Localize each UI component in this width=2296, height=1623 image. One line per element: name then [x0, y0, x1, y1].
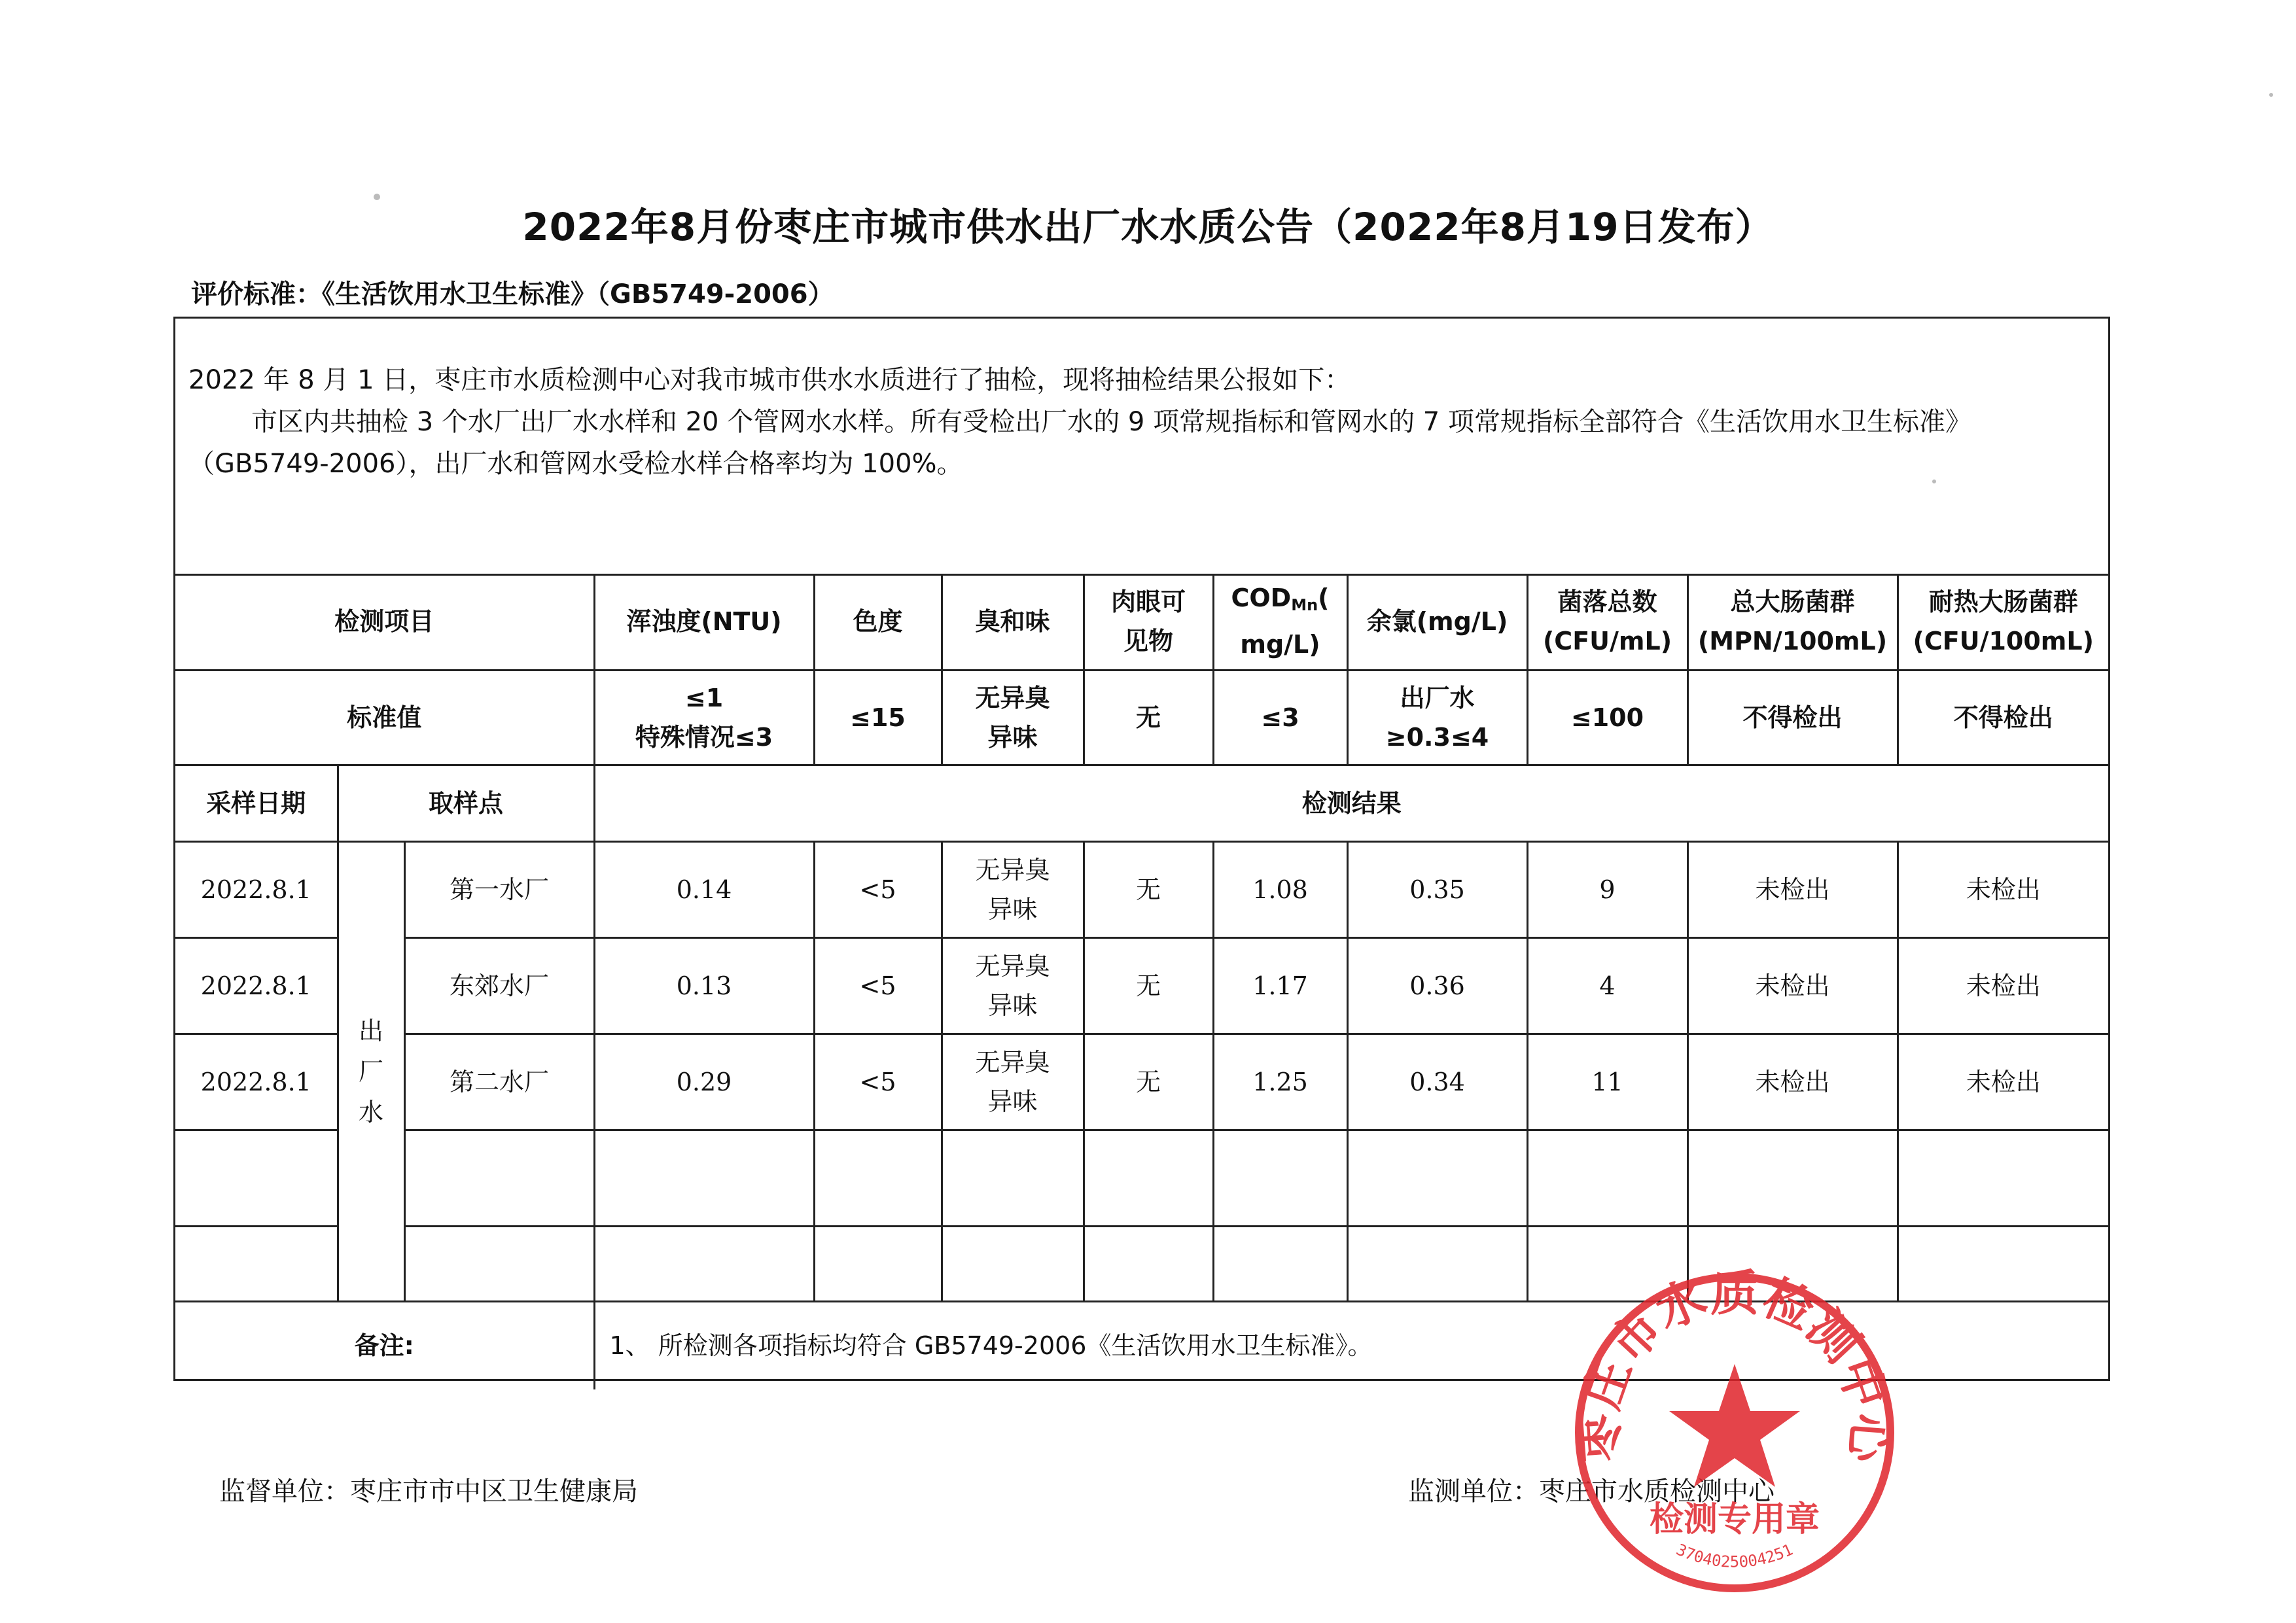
monitor-unit: 监测单位：枣庄市水质检测中心: [1408, 1476, 1775, 1507]
coliform-value: 未检出: [1687, 841, 1898, 937]
empty-row: [175, 1130, 2108, 1226]
std-colony: ≤100: [1527, 670, 1687, 765]
cod-value: 1.17: [1213, 937, 1347, 1034]
table-row: [175, 937, 2108, 1034]
std-thermo: 不得检出: [1898, 670, 2108, 765]
sample-site: 第一水厂: [404, 841, 594, 937]
odor-value: 无异臭 异味: [942, 1034, 1084, 1130]
odor-value: 无异臭 异味: [942, 937, 1084, 1034]
cod-value: 1.08: [1213, 841, 1347, 937]
std-chlorine: 出厂水 ≥0.3≤4: [1347, 670, 1527, 765]
col-cod: $COD_{Mn}$( mg/L): [1213, 574, 1347, 670]
evaluation-standard: 评价标准：《生活饮用水卫生标准》（GB5749-2006）: [191, 279, 834, 309]
intro-section: [175, 319, 2108, 576]
col-visible: 肉眼可 见物: [1084, 574, 1213, 670]
standard-label: 标准值: [175, 670, 594, 765]
colony-value: 9: [1527, 841, 1687, 937]
std-visible: 无: [1084, 670, 1213, 765]
note-label: 备注:: [175, 1301, 594, 1389]
col-thermo: 耐热大肠菌群 (CFU/100mL): [1898, 574, 2108, 670]
visible-value: 无: [1084, 1034, 1213, 1130]
seal-number: 3704025004251: [1673, 1540, 1796, 1571]
sample-date: 2022.8.1: [175, 937, 338, 1034]
turbidity-value: 0.13: [594, 937, 814, 1034]
col-chlorine: 余氯(mg/L): [1347, 574, 1527, 670]
scan-speck: [2269, 93, 2273, 97]
seal-arc-text: 枣庄市水质检测中心: [1570, 1266, 1899, 1465]
std-odor: 无异臭 异味: [942, 670, 1084, 765]
thermo-value: 未检出: [1898, 1034, 2108, 1130]
thermo-value: 未检出: [1898, 937, 2108, 1034]
visible-value: 无: [1084, 937, 1213, 1034]
note-text: 1、 所检测各项指标均符合 GB5749-2006《生活饮用水卫生标准》。: [594, 1301, 2108, 1389]
color-value: <5: [814, 841, 942, 937]
item-header: 检测项目: [175, 574, 594, 670]
color-value: <5: [814, 937, 942, 1034]
supervisor-unit: 监督单位：枣庄市市中区卫生健康局: [219, 1476, 638, 1507]
color-value: <5: [814, 1034, 942, 1130]
scan-speck: [374, 194, 380, 200]
report-sheet: [173, 317, 2110, 1381]
group-label: 出 厂 水: [338, 841, 404, 1301]
col-colony: 菌落总数 (CFU/mL): [1527, 574, 1687, 670]
std-turbidity: ≤1 特殊情况≤3: [594, 670, 814, 765]
header-row: [175, 574, 2108, 670]
odor-value: 无异臭 异味: [942, 841, 1084, 937]
col-turbidity: 浑浊度(NTU): [594, 574, 814, 670]
intro-line-2: 市区内共抽检 3 个水厂出厂水水样和 20 个管网水水样。所有受检出厂水的 9 项常规指标和管网水的 7 项常规指标全部符合《生活饮用水卫生标准》（GB5749-2006），出厂水和管网水受检水样合格率均为 100%。: [188, 407, 1971, 479]
col-color: 色度: [814, 574, 942, 670]
scan-speck: [1932, 480, 1936, 483]
cod-value: 1.25: [1213, 1034, 1347, 1130]
thermo-value: 未检出: [1898, 841, 2108, 937]
colony-value: 11: [1527, 1034, 1687, 1130]
turbidity-value: 0.14: [594, 841, 814, 937]
colony-value: 4: [1527, 937, 1687, 1034]
page-title: 2022年8月份枣庄市城市供水出厂水水质公告（2022年8月19日发布）: [522, 205, 1774, 249]
subheader-row: [175, 765, 2108, 841]
site-header: 取样点: [338, 765, 594, 841]
sample-site: 东郊水厂: [404, 937, 594, 1034]
date-header: 采样日期: [175, 765, 338, 841]
intro-line-1: 2022 年 8 月 1 日，枣庄市水质检测中心对我市城市供水水质进行了抽检，现将抽检结果公报如下：: [188, 365, 1351, 395]
coliform-value: 未检出: [1687, 1034, 1898, 1130]
col-odor: 臭和味: [942, 574, 1084, 670]
chlorine-value: 0.36: [1347, 937, 1527, 1034]
sample-date: 2022.8.1: [175, 1034, 338, 1130]
chlorine-value: 0.35: [1347, 841, 1527, 937]
table-row: [175, 841, 2108, 937]
turbidity-value: 0.29: [594, 1034, 814, 1130]
sample-site: 第二水厂: [404, 1034, 594, 1130]
std-cod: ≤3: [1213, 670, 1347, 765]
standard-row: [175, 670, 2108, 765]
table-row: [175, 1034, 2108, 1130]
result-header: 检测结果: [594, 765, 2108, 841]
seal-star-icon: [1669, 1364, 1800, 1487]
std-coliform: 不得检出: [1687, 670, 1898, 765]
sample-date: 2022.8.1: [175, 841, 338, 937]
chlorine-value: 0.34: [1347, 1034, 1527, 1130]
official-seal: [1568, 1266, 1901, 1599]
col-coliform: 总大肠菌群 (MPN/100mL): [1687, 574, 1898, 670]
visible-value: 无: [1084, 841, 1213, 937]
seal-inner-text: 检测专用章: [1649, 1500, 1820, 1539]
std-color: ≤15: [814, 670, 942, 765]
coliform-value: 未检出: [1687, 937, 1898, 1034]
